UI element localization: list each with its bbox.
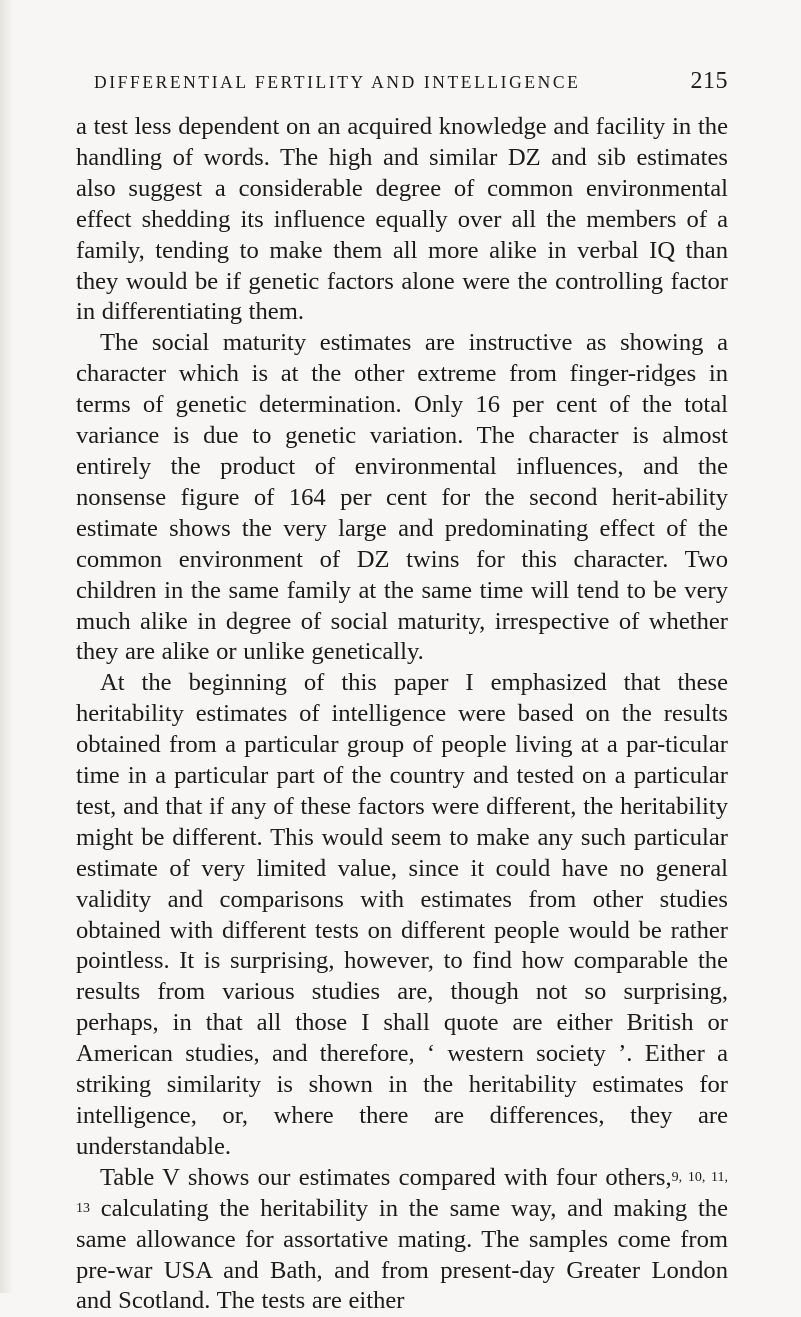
page-gutter-shadow xyxy=(0,0,14,1293)
page-number: 215 xyxy=(690,68,728,94)
running-title: DIFFERENTIAL FERTILITY AND INTELLIGENCE xyxy=(94,72,581,92)
paragraph-1: a test less dependent on an acquired knowledge and facility in the handling of words. The high and similar DZ and sib estimates also suggest a considerable degree of common environmental effect shedding its influence equally over all the members of a family, tending to make them all more alike in verbal IQ than they would be if genetic factors alone were the controlling factor in differentiating them. xyxy=(76,113,728,326)
paragraph-4 xyxy=(76,1163,728,1317)
reference-superscripts: 9, 10, 11, 13 xyxy=(76,1169,729,1216)
paragraph-3: At the beginning of this paper I emphasized that these heritability estimates of intelligence were based on the results obtained from a particular group of people living at a par-ticular time in a particular part of the country and tested on a particular test, and that if any of these factors were different, the heritability might be different. This would seem to make any such particular estimate of very limited value, since it could have no general validity and comparisons with estimates from other studies obtained with different tests on different people would be rather pointless. It is surprising, however, to find how comparable the results from various studies are, though not so surprising, perhaps, in that all those I shall quote are either British or American studies, and therefore, ‘ western society ’. Either a striking similarity is shown in the heritability estimates for intelligence, or, where there are differences, they are understandable. xyxy=(76,669,728,1160)
paragraph-4-text-start: Table V shows our estimates compared with four others, xyxy=(100,1163,672,1191)
running-head xyxy=(76,68,728,108)
book-page xyxy=(76,68,728,1317)
paragraph-2: The social maturity estimates are instructive as showing a character which is at the other extreme from finger-ridges in terms of genetic determination. Only 16 per cent of the total variance is due to genetic variation. The character is almost entirely the product of environmental influences, and the nonsense figure of 164 per cent for the second herit-ability estimate shows the very large and predominating effect of the common environment of DZ twins for this character. Two children in the same family at the same time will tend to be very much alike in degree of social maturity, irrespective of whether they are alike or unlike genetically. xyxy=(76,329,728,666)
paragraph-4-text-end: calculating the heritability in the same way, and making the same allowance for assortative mating. The samples come from pre-war USA and Bath, and from present-day Greater London and Scotland. The tests are either xyxy=(76,1194,728,1315)
body-text xyxy=(76,112,728,1317)
